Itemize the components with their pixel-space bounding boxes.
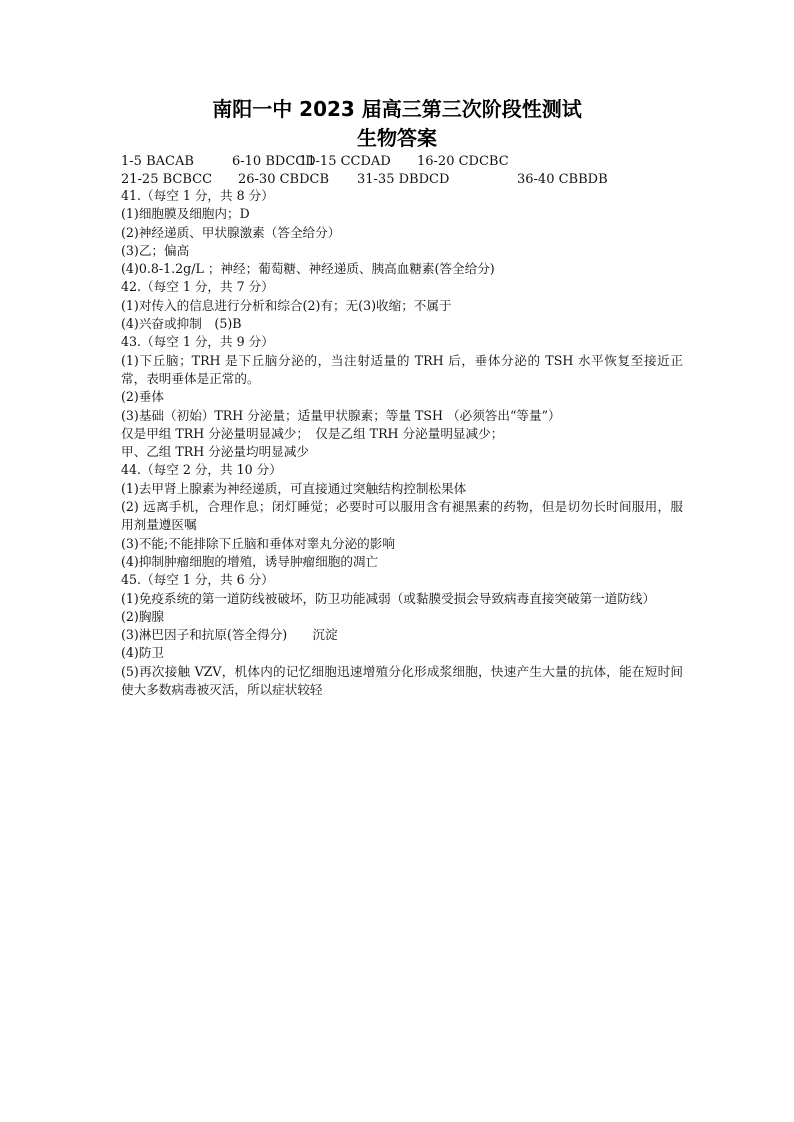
answer-line: (1)下丘脑；TRH 是下丘脑分泌的，当注射适量的 TRH 后，垂体分泌的 TSH 水平恢复至接近正常，表明垂体是正常的。: [121, 352, 683, 386]
answer-line: (5)再次接触 VZV，机体内的记忆细胞迅速增殖分化形成浆细胞，快速产生大量的抗体，能在短时间使大多数病毒被灭活，所以症状较轻: [121, 663, 683, 698]
choice-answer-group: 21-25 BCBCC: [121, 172, 213, 187]
page-title: 南阳一中 2023 届高三第三次阶段性测试: [212, 97, 582, 121]
answer-line: (3)不能;不能排除下丘脑和垂体对睾丸分泌的影响: [121, 535, 395, 551]
choice-answer-group: 26-30 CBDCB: [238, 172, 330, 187]
question-header: 41.（每空 1 分，共 8 分）: [121, 188, 274, 203]
question-header: 43.（每空 1 分，共 9 分）: [121, 334, 274, 350]
choice-answer-group: 11-15 CCDAD: [299, 154, 391, 169]
question-header: 42.（每空 1 分，共 7 分）: [121, 279, 274, 295]
choice-answers-row-1: [121, 153, 701, 171]
question-header: 44.（每空 2 分，共 10 分）: [121, 462, 282, 478]
answer-line: (4)防卫: [121, 645, 165, 661]
choice-answer-group: 1-5 BACAB: [121, 154, 194, 169]
answer-line: (3)淋巴因子和抗原(答全得分) 沉淀: [121, 627, 338, 643]
answer-line: (4)抑制肿瘤细胞的增殖，诱导肿瘤细胞的凋亡: [121, 553, 379, 569]
answer-body: [121, 187, 683, 699]
choice-answer-group: 6-10 BDCCD: [232, 154, 316, 169]
answer-line: (4)0.8-1.2g/L ；神经；葡萄糖、神经递质、胰高血糖素(答全给分): [121, 261, 495, 277]
choice-answer-group: 31-35 DBDCD: [357, 172, 450, 187]
answer-line: (2) 远离手机，合理作息；闭灯睡觉；必要时可以服用含有褪黑素的药物，但是切勿长时间服用，服用剂量遵医嘱: [121, 499, 683, 533]
answer-line: (3)乙；偏高: [121, 242, 190, 258]
choice-answer-group: 16-20 CDCBC: [417, 154, 509, 169]
answer-line: 甲、乙组 TRH 分泌量均明显减少: [121, 444, 309, 460]
choice-answer-group: 36-40 CBBDB: [517, 172, 608, 187]
answer-line: (4)兴奋或抑制 (5)B: [121, 316, 242, 332]
answer-line: (2)垂体: [121, 389, 165, 405]
answer-line: (1)去甲肾上腺素为神经递质，可直接通过突触结构控制松果体: [121, 480, 467, 496]
answer-line: (1)免疫系统的第一道防线被破坏，防卫功能减弱（或黏膜受损会导致病毒直接突破第一道防线）: [121, 590, 656, 606]
answer-line: 仅是甲组 TRH 分泌量明显减少； 仅是乙组 TRH 分泌量明显减少；: [121, 425, 504, 441]
question-header: 45.（每空 1 分，共 6 分）: [121, 572, 274, 588]
answer-line: (1)对传入的信息进行分析和综合(2)有；无(3)收缩；不属于: [121, 297, 452, 313]
answer-line: (1)细胞膜及细胞内；D: [121, 206, 250, 222]
answer-line: (2)胸腺: [121, 608, 165, 624]
answer-line: (3)基础（初始）TRH 分泌量；适量甲状腺素；等量 TSH （必须答出“等量”）: [121, 407, 561, 423]
answer-line: (2)神经递质、甲状腺激素（答全给分）: [121, 224, 341, 240]
page-subtitle: 生物答案: [357, 126, 437, 150]
